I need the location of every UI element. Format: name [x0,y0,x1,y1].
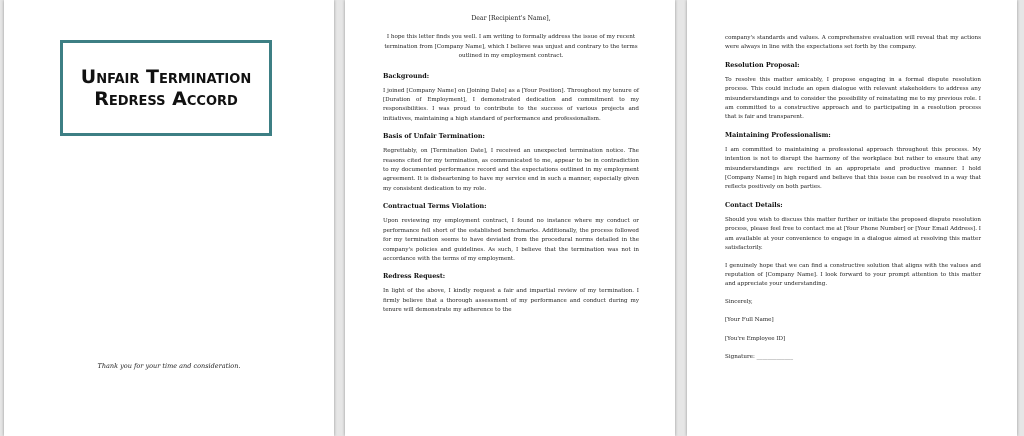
thank-you-note: Thank you for your time and consideration. [97,362,241,370]
title-box [60,40,272,136]
continuation-paragraph: company's standards and values. A comprehensive evaluation will reveal that my actions were always in line with the expectations set forth by the company. [725,35,981,51]
section-heading: Contact Details: [725,200,783,209]
section-heading: Redress Request: [383,272,446,281]
section-heading: Contractual Terms Violation: [383,202,487,211]
section-heading: Maintaining Professionalism: [725,130,831,139]
sign-off: Sincerely, [725,298,753,305]
salutation: Dear [Recipient's Name], [471,15,551,22]
page-2-content [725,34,981,371]
page-1-content [383,14,639,324]
section-heading: Resolution Proposal: [725,60,800,69]
signature-line: Signature: _____________ [725,353,793,360]
closing-paragraph: I genuinely hope that we can find a constructive solution that aligns with the values and reputation of [Company Name]. I look forward to your prompt attention to this matter and appreciate your understanding. [725,262,981,288]
letter-page-1 [345,0,675,436]
letter-page-2 [687,0,1017,436]
document-title: Unfair Termination Redress Accord [80,66,252,110]
section-heading: Basis of Unfair Termination: [383,132,485,141]
full-name: [Your Full Name] [725,317,774,324]
employee-id: [You're Employee ID] [725,335,786,342]
section-body: Regrettably, on [Termination Date], I received an unexpected termination notice. The reasons cited for my termination, as communicated to me, appear to be in contradiction to my documented performance record and the expectations outlined in my employment agreement. It is disheartening to have my service end in such a manner, especially given my consistent dedication to my role. [383,148,639,192]
section-heading: Background: [383,71,430,80]
cover-page [4,0,334,436]
section-body: Should you wish to discuss this matter further or initiate the proposed dispute resolution process, please feel free to contact me at [Your Phone Number] or [Your Email Address]. I am available at your convenience to engage in a dialogue aimed at resolving this matter satisfactorily. [725,216,981,252]
intro-paragraph: I hope this letter finds you well. I am writing to formally address the issue of my recent termination from [Company Name], which I believe was unjust and contrary to the terms outlined in my employment contract. [384,34,638,60]
section-body: I joined [Company Name] on [Joining Date] as a [Your Position]. Throughout my tenure of [Duration of Employment], I demonstrated dedication and commitment to my responsibilities. I was proud to contribute to the success of various projects and initiatives, maintaining a high standard of performance and professionalism. [383,87,639,122]
signature-block [725,298,981,363]
section-body: In light of the above, I kindly request a fair and impartial review of my termination. I firmly believe that a thorough assessment of my performance and conduct during my tenure will demonstrate my adherence to the [383,288,639,314]
section-body: Upon reviewing my employment contract, I found no instance where my conduct or performance fell short of the established benchmarks. Additionally, the process followed for my termination seems to have deviated from the procedural norms detailed in the company's policies and guidelines. As such, I believe that the termination was not in accordance with the terms of my employment. [383,218,639,262]
section-body: To resolve this matter amicably, I propose engaging in a formal dispute resolution process. This could include an open dialogue with relevant stakeholders to address any misunderstandings and to consider the possibility of reinstating me to my previous role. I am committed to a constructive approach and to participating in a resolution process that is fair and transparent. [725,76,981,121]
section-body: I am committed to maintaining a professional approach throughout this process. My intention is not to disrupt the harmony of the workplace but rather to ensure that any misunderstandings are rectified in an appropriate and productive manner. I hold [Company Name] in high regard and believe that this issue can be resolved in a way that reflects positively on both parties. [725,146,981,191]
